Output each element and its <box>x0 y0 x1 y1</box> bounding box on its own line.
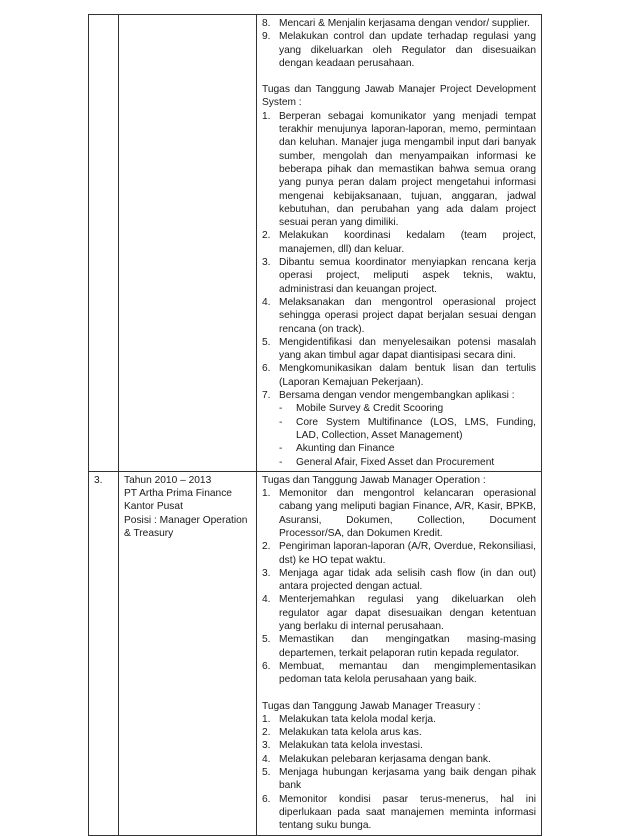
list-item: 1. Memonitor dan mengontrol kelancaran operasional cabang yang meliputi bagian Finance, A/R, Kasir, BPKB, Asuransi, Dokumen, Collection, Document Processor/SA, dan Dokumen Kredit. <box>262 488 536 539</box>
list-item: 8. Mencari & Menjalin kerjasama dengan vendor/ supplier. <box>262 18 530 29</box>
list-item: 6. Memonitor kondisi pasar terus-menerus, hal ini diperlukaan pada saat manajemen meminta informasi tentang suku bunga. <box>262 793 536 832</box>
list-item: 1. Berperan sebagai komunikator yang menjadi tempat terakhir menujunya laporan-laporan, memo, permintaan dan keluhan. Manajer juga mengambil input dari banyak sumber, mengolah dan menyampaikan informasi ke beberapa pihak dan memastikan bahwa semua orang yang punya peran dalam project mengetahui informasi mengenai kebijaksanaan, tujuan, anggaran, jadwal kebutuhan, dan perubahan yang ada dalam project sesuai peran yang dimiliki. <box>262 110 536 229</box>
section-heading: Tugas dan Tanggung Jawab Manager Operation : <box>262 474 486 486</box>
list-item: 4. Menterjemahkan regulasi yang dikeluarkan oleh regulator agar dapat disesuaikan dengan ketentuan yang berlaku di internal perusahaan. <box>262 594 536 633</box>
list-item: 7. Bersama dengan vendor mengembangkan aplikasi : <box>262 390 515 402</box>
office: Kantor Pusat <box>124 501 183 513</box>
info-cell <box>119 471 257 835</box>
list-item: - Core System Multifinance (LOS, LMS, Funding, LAD, Collection, Asset Management) <box>279 416 536 441</box>
duties-list <box>262 110 536 403</box>
treasury-duties-list <box>262 713 536 833</box>
duties-cell <box>257 471 542 835</box>
list-item: - General Afair, Fixed Asset dan Procurement <box>279 456 495 468</box>
duties-cell <box>257 15 542 472</box>
period: Tahun 2010 – 2013 <box>124 474 212 486</box>
list-item: 4. Melaksanakan dan mengontrol operasional project sehingga operasi project dapat berjalan sesuai dengan rencana (on track). <box>262 296 536 335</box>
number-cell <box>89 15 119 472</box>
list-item: 5. Memastikan dan mengingatkan masing-masing departemen, terkait pelaporan rutin kepada regulator. <box>262 634 536 659</box>
list-item: 5. Menjaga hubungan kerjasama yang baik dengan pihak bank <box>262 767 536 792</box>
number-cell: 3. <box>89 471 119 835</box>
list-item: 9. Melakukan control dan update terhadap regulasi yang yang dikeluarkan oleh Regulator dan disesuaikan dengan keadaan perusahaan. <box>262 31 536 69</box>
company-name: PT Artha Prima Finance <box>124 488 232 500</box>
list-item: - Akunting dan Finance <box>279 443 395 455</box>
application-sublist <box>262 402 536 468</box>
list-item: 2. Melakukan tata kelola arus kas. <box>262 727 422 739</box>
operation-duties-list <box>262 487 536 686</box>
section-heading: Tugas dan Tanggung Jawab Manager Treasury : <box>262 700 481 712</box>
table-row <box>89 15 542 472</box>
list-item: 6. Membuat, memantau dan mengimplementasikan pedoman tata kelola perusahaan yang baik. <box>262 660 536 686</box>
table-row <box>89 471 542 835</box>
work-experience-table <box>88 14 542 836</box>
list-item: 1. Melakukan tata kelola modal kerja. <box>262 713 436 725</box>
list-item: 2. Pengiriman laporan-laporan (A/R, Overdue, Rekonsiliasi, dst) ke HO tepat waktu. <box>262 541 536 566</box>
list-item: 3. Menjaga agar tidak ada selisih cash flow (in dan out) antara projected dengan actual. <box>262 567 536 593</box>
list-item: - Mobile Survey & Credit Scooring <box>279 403 444 415</box>
position: Posisi : Manager Operation <box>124 514 248 526</box>
list-item: 3. Melakukan tata kelola investasi. <box>262 740 423 752</box>
position-cont: & Treasury <box>124 527 174 539</box>
section-heading: Tugas dan Tanggung Jawab Manajer Project Development System : <box>262 84 536 109</box>
list-item: 4. Melakukan pelebaran kerjasama dengan bank. <box>262 753 491 765</box>
list-item: 6. Mengkomunikasikan dalam bentuk lisan dan tertulis (Laporan Kemajuan Pekerjaan). <box>262 363 536 388</box>
list-item: 5. Mengidentifikasi dan menyelesaikan potensi masalah yang akan timbul agar dapat diantisipasi secara dini. <box>262 336 536 362</box>
info-cell <box>119 15 257 472</box>
list-item: 3. Dibantu semua koordinator menyiapkan rencana kerja operasi project, meliputi aspek teknis, waktu, administrasi dan keuangan project. <box>262 257 536 295</box>
list-continued <box>262 17 536 70</box>
list-item: 2. Melakukan koordinasi kedalam (team project, manajemen, dll) dan keluar. <box>262 230 536 255</box>
